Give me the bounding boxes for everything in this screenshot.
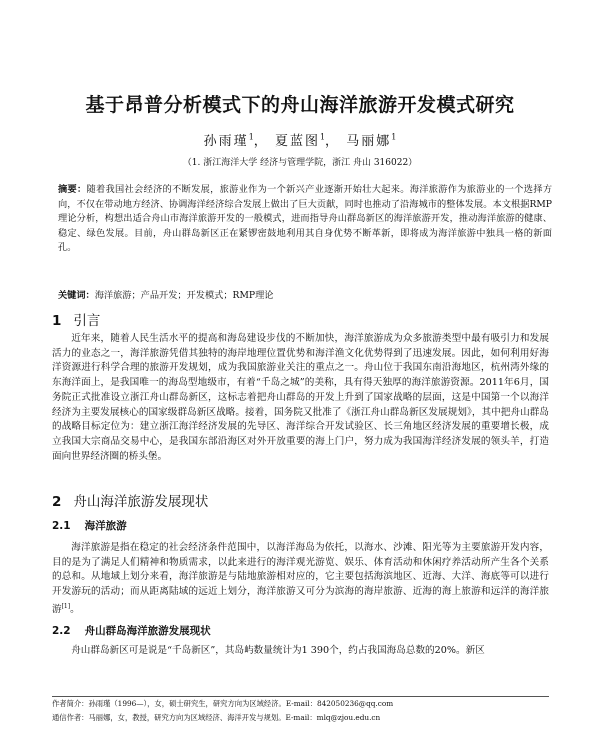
- affiliation-mark: 1: [319, 132, 326, 142]
- section-paragraph: 近年来，随着人民生活水平的提高和海岛建设步伐的不断加快，海洋旅游成为众多旅游类型中最有吸引力和发展活力的业态之一，海洋旅游凭借其独特的海岸地理位置优势和海洋渔文化优势得到了迅速发展。因此，如何利用好海洋资源进行科学合理的旅游开发规划，成为我国旅游业关注的重点之一。舟山位于我国东南沿海地区，杭州湾外缘的东海洋面上，是我国唯一的海岛型地级市，有着“千岛之城”的美称，具有得天独厚的海洋旅游资源。2011年6月，国务院正式批准设立浙江舟山群岛新区，这标志着把舟山群岛的开发上升到了国家战略的层面，这是中国第一个以海洋经济为主要发展核心的国家级群岛新区战略。接着，国务院又批准了《浙江舟山群岛新区发展规划》，其中把舟山群岛的战略目标定位为：建立浙江海洋经济发展的先导区、海洋综合开发试验区、长三角地区经济发展的重要增长极，成立我国大宗商品交易中心，是我国东部沿海区对外开放重要的海上门户，努力成为我国海洋经济发展的领头羊，打造面向世界经济圈的桥头堡。: [52, 333, 549, 462]
- author-name: 孙雨瑾: [203, 134, 249, 149]
- author-name: 夏蓝图: [274, 134, 320, 149]
- keywords: [58, 287, 552, 301]
- section-title: 引言: [73, 313, 101, 329]
- affiliation-mark: 1: [248, 132, 254, 142]
- affiliation-mark: 1: [391, 132, 397, 142]
- citation: [1]: [61, 602, 71, 610]
- author-separator: ，: [325, 134, 341, 149]
- affiliation: （1. 浙江海洋大学 经济与管理学院，浙江 舟山 316022）: [182, 158, 418, 168]
- corresponding-author-footnote: 通信作者：马丽娜，女，教授，研究方向为区域经济、海洋开发与规划。E-mail：mlq@zjou.edu.cn: [52, 713, 381, 722]
- paper-title: 基于昂普分析模式下的舟山海洋旅游开发模式研究: [85, 94, 515, 116]
- author-footnote: 作者简介：孙雨瑾（1996—），女，硕士研究生，研究方向为区域经济。E-mail：842050236@qq.com: [52, 699, 394, 708]
- keywords-label: 关键词：: [58, 290, 95, 301]
- section-heading: [52, 309, 100, 329]
- footnote-divider: [52, 696, 549, 697]
- author-name: 马丽娜: [346, 134, 392, 149]
- paragraph-text: 海洋旅游是指在稳定的社会经济条件范围中，以海洋海岛为依托，以海水、沙滩、阳光等为主要旅游开发内容，目的是为了满足人们精神和物质需求，以此来进行的海洋观光游览、娱乐、体育活动和休闲疗养活动所产生各个关系的总和。从地域上划分来看，海洋旅游是与陆地旅游相对应的，它主要包括海滨地区、近海、大洋、海底等可以进行开发游玩的活动；而从距离陆域的远近上划分，海洋旅游又可分为滨海的海岸旅游、近海的海上旅游和远洋的海洋旅游: [52, 542, 549, 615]
- subsection-heading: [52, 518, 127, 533]
- subsection-paragraph: [52, 541, 549, 618]
- abstract-text: 随着我国社会经济的不断发展，旅游业作为一个新兴产业逐渐开始壮大起来。海洋旅游作为旅游业的一个选择方向，不仅在带动地方经济、协调海洋经济综合发展上做出了巨大贡献，同时也推动了沿海城市的整体发展。本文根据RMP理论分析，构想出适合舟山市海洋旅游开发的一般模式，进而指导舟山群岛新区的海洋旅游开发，推动海洋旅游的健康、稳定、绿色发展。目前，舟山群岛新区正在紧锣密鼓地利用其自身优势不断革新，即将成为海洋旅游中独具一格的新面孔。: [58, 184, 553, 254]
- paragraph-end: 。: [70, 604, 80, 615]
- author-line: [0, 130, 600, 149]
- abstract: [58, 183, 552, 256]
- section-number: 1: [52, 313, 62, 329]
- section-number: 2: [52, 494, 62, 510]
- subsection-paragraph: 舟山群岛新区可是说是“千岛新区”，其岛屿数量统计为1 390个，约占我国海岛总数的20%。新区: [71, 645, 485, 656]
- subsection-title: 海洋旅游: [84, 520, 127, 532]
- subsection-number: 2.2: [52, 625, 71, 637]
- abstract-label: 摘要：: [58, 184, 87, 195]
- subsection-number: 2.1: [52, 520, 71, 532]
- section-title: 舟山海洋旅游发展现状: [73, 494, 209, 510]
- subsection-title: 舟山群岛海洋旅游发展现状: [84, 625, 211, 637]
- subsection-heading: [52, 623, 211, 638]
- section-heading: [52, 490, 208, 510]
- author-separator: ，: [253, 134, 269, 149]
- keywords-text: 海洋旅游；产品开发；开发模式；RMP理论: [94, 290, 274, 301]
